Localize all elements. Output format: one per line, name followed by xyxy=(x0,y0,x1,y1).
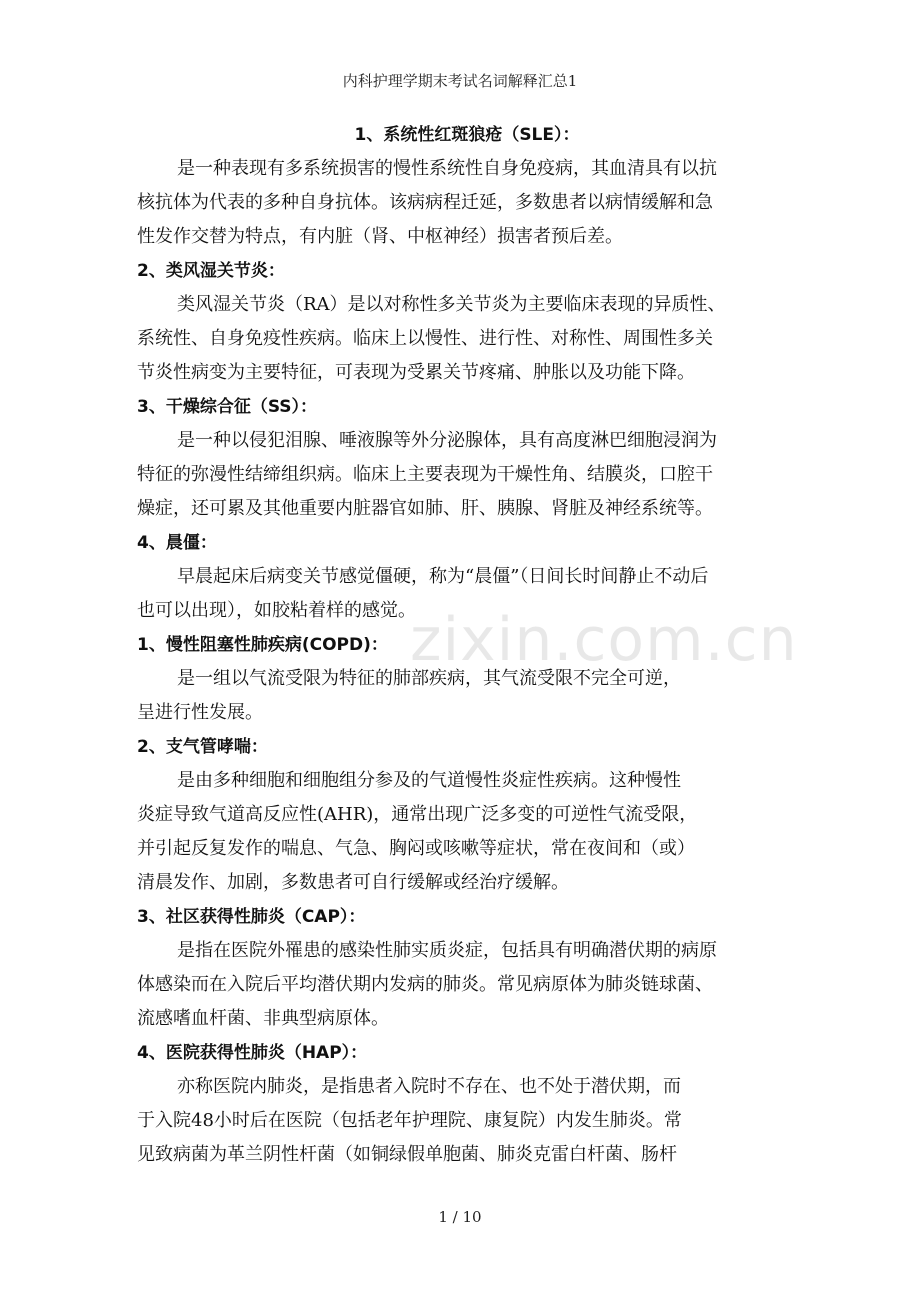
section-asthma xyxy=(137,730,797,900)
section-title: 3、干燥综合征（SS）： xyxy=(137,397,318,417)
section-cap xyxy=(137,900,797,1036)
section-title: 2、支气管哮喘： xyxy=(137,737,268,757)
paragraph-line: 特征的弥漫性结缔组织病。临床上主要表现为干燥性角、结膜炎，口腔干 xyxy=(137,464,713,485)
paragraph-line: 是一种以侵犯泪腺、唾液腺等外分泌腺体，具有高度淋巴细胞浸润为 xyxy=(177,430,717,451)
paragraph-line: 是由多种细胞和细胞组分参及的气道慢性炎症性疾病。这种慢性 xyxy=(177,770,681,791)
paragraph-line: 并引起反复发作的喘息、气急、胸闷或咳嗽等症状，常在夜间和（或） xyxy=(137,838,695,859)
paragraph-line: 也可以出现），如胶粘着样的感觉。 xyxy=(137,600,416,621)
paragraph-line: 见致病菌为革兰阴性杆菌（如铜绿假单胞菌、肺炎克雷白杆菌、肠杆 xyxy=(137,1144,677,1165)
paragraph-line: 系统性、自身免疫性疾病。临床上以慢性、进行性、对称性、周围性多关 xyxy=(137,328,713,349)
section-ss xyxy=(137,390,797,526)
paragraph-line: 早晨起床后病变关节感觉僵硬，称为“晨僵”（日间长时间静止不动后 xyxy=(177,566,709,587)
paragraph-line: 燥症，还可累及其他重要内脏器官如肺、肝、胰腺、肾脏及神经系统等。 xyxy=(137,498,713,519)
section-title: 2、类风湿关节炎： xyxy=(137,261,285,281)
section-sle xyxy=(137,118,797,254)
section-title: 1、慢性阻塞性肺疾病(COPD)： xyxy=(137,635,388,655)
paragraph-line: 炎症导致气道高反应性(AHR)，通常出现广泛多变的可逆性气流受限， xyxy=(137,804,698,825)
paragraph-line: 是一组以气流受限为特征的肺部疾病，其气流受限不完全可逆， xyxy=(177,668,681,689)
paragraph-line: 是指在医院外罹患的感染性肺实质炎症，包括具有明确潜伏期的病原 xyxy=(177,940,717,961)
paragraph-line: 亦称医院内肺炎，是指患者入院时不存在、也不处于潜伏期，而 xyxy=(177,1076,681,1097)
paragraph-line: 性发作交替为特点，有内脏（肾、中枢神经）损害者预后差。 xyxy=(137,226,623,247)
paragraph-line: 清晨发作、加剧，多数患者可自行缓解或经治疗缓解。 xyxy=(137,872,569,893)
paragraph-line: 流感嗜血杆菌、非典型病原体。 xyxy=(137,1008,389,1029)
page-number: 1 / 10 xyxy=(438,1208,482,1226)
section-hap xyxy=(137,1036,797,1172)
section-title: 1、系统性红斑狼疮（SLE）： xyxy=(354,125,580,145)
section-title: 3、社区获得性肺炎（CAP）： xyxy=(137,907,366,927)
paragraph-line: 呈进行性发展。 xyxy=(137,702,263,723)
section-title: 4、医院获得性肺炎（HAP）： xyxy=(137,1043,368,1063)
paragraph-line: 节炎性病变为主要特征，可表现为受累关节疼痛、肿胀以及功能下降。 xyxy=(137,362,695,383)
page-header: 内科护理学期末考试名词解释汇总1 xyxy=(342,72,578,90)
paragraph-line: 核抗体为代表的多种自身抗体。该病病程迁延，多数患者以病情缓解和急 xyxy=(137,192,713,213)
section-ra xyxy=(137,254,797,390)
site-watermark: zixin.com.cn xyxy=(410,605,798,675)
paragraph-line: 于入院48小时后在医院（包括老年护理院、康复院）内发生肺炎。常 xyxy=(137,1110,682,1131)
paragraph-line: 体感染而在入院后平均潜伏期内发病的肺炎。常见病原体为肺炎链球菌、 xyxy=(137,974,713,995)
paragraph-line: 类风湿关节炎（RA）是以对称性多关节炎为主要临床表现的异质性、 xyxy=(177,294,726,315)
paragraph-line: 是一种表现有多系统损害的慢性系统性自身免疫病，其血清具有以抗 xyxy=(177,158,717,179)
section-title: 4、晨僵： xyxy=(137,533,217,553)
